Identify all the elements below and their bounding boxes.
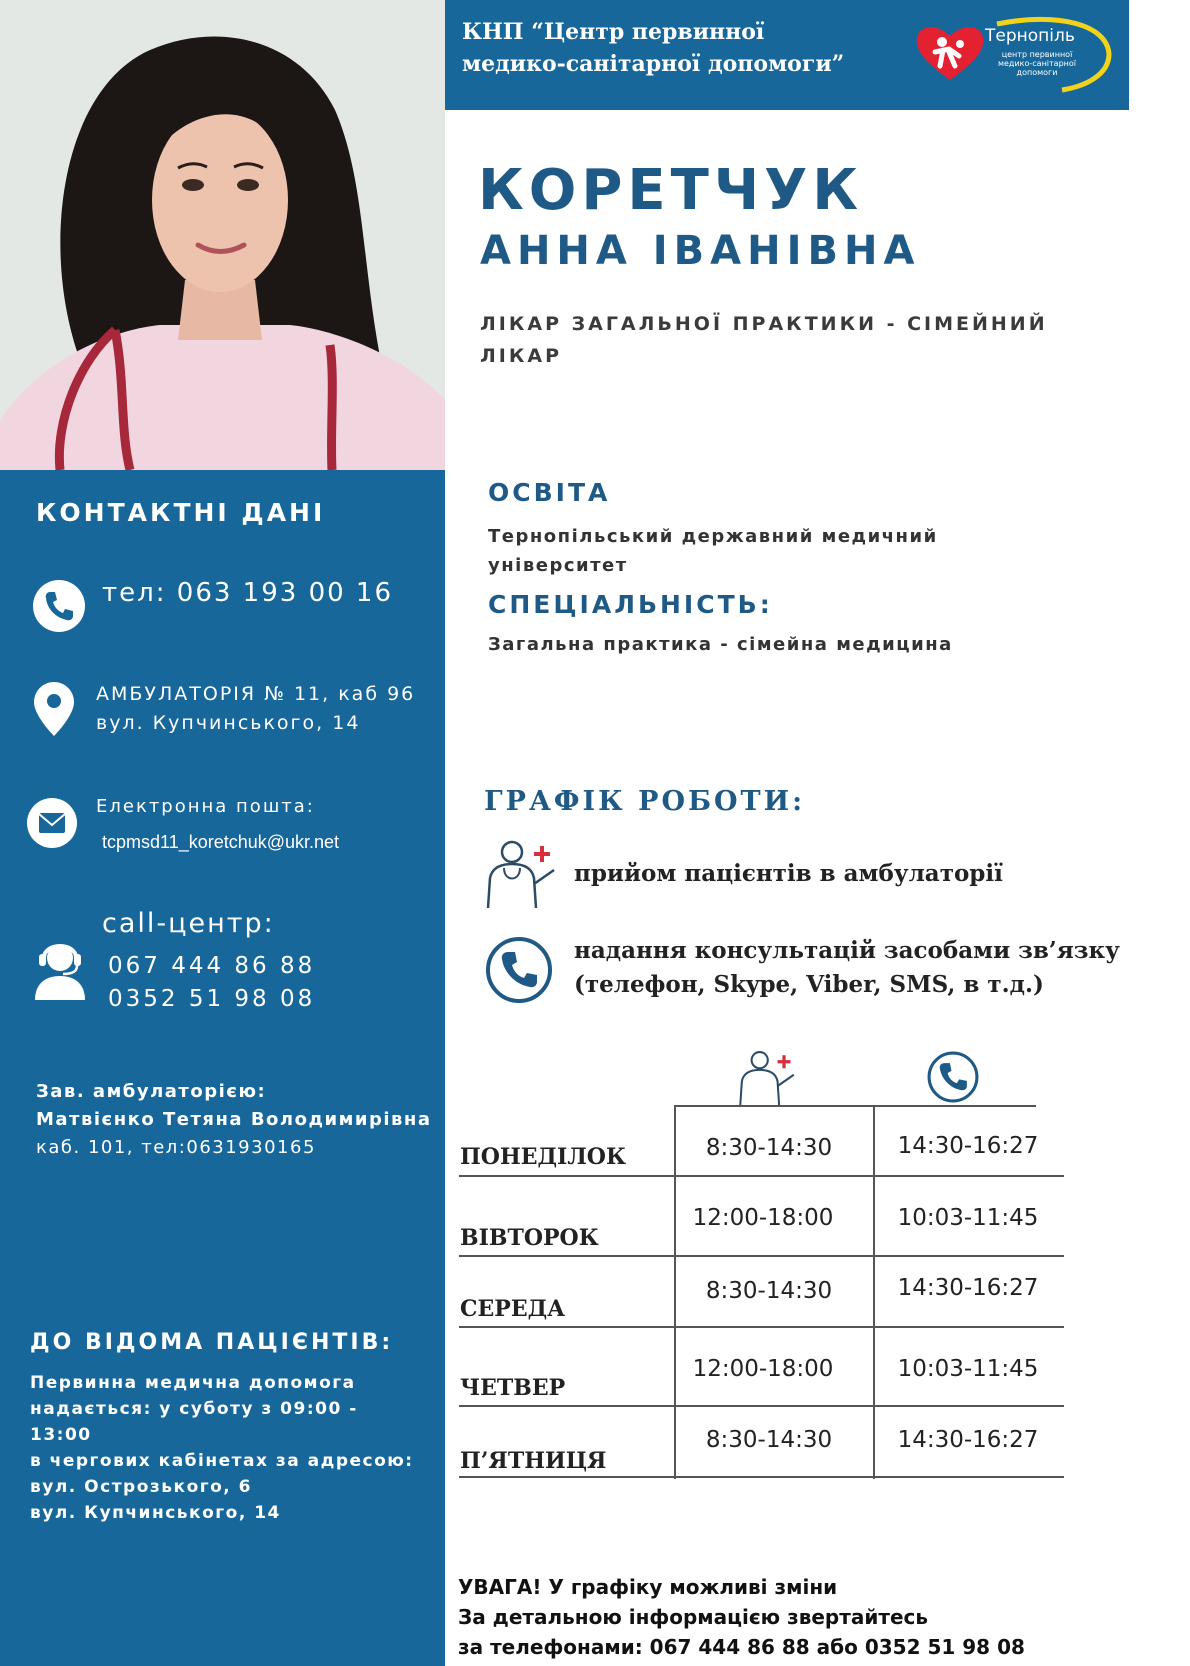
org-title xyxy=(462,16,902,80)
phone-icon xyxy=(33,580,85,632)
legend-consult xyxy=(574,934,1120,1002)
call-center-label: call-центр: xyxy=(102,908,275,939)
mail-icon xyxy=(27,798,77,848)
warning-line1: УВАГА! У графіку можливі зміни xyxy=(458,1575,838,1599)
table-rule xyxy=(459,1476,1064,1478)
schedule-visit-time: 8:30-14:30 xyxy=(705,1278,833,1304)
notice-heading: ДО ВІДОМА ПАЦІЄНТІВ: xyxy=(30,1330,394,1355)
doctor-position xyxy=(480,308,1048,372)
table-rule xyxy=(674,1105,676,1479)
address-line2: вул. Купчинського, 14 xyxy=(96,712,361,734)
phone-number[interactable]: тел: 063 193 00 16 xyxy=(102,578,393,608)
education-heading: ОСВІТА xyxy=(488,478,611,507)
doctor-photo xyxy=(0,0,445,470)
specialty-text: Загальна практика - сімейна медицина xyxy=(488,634,953,655)
org-title-line2: медико-санітарної допомоги” xyxy=(462,51,845,77)
notice-text xyxy=(30,1370,414,1526)
schedule-consult-time: 14:30-16:27 xyxy=(897,1427,1039,1453)
contacts-heading: КОНТАКТНІ ДАНІ xyxy=(36,498,326,527)
org-title-line1: КНП “Центр первинної xyxy=(462,19,765,45)
education-line2: університет xyxy=(488,555,628,576)
logo-sub2: медико-санітарної xyxy=(997,59,1077,68)
logo-sub1: центр первинної xyxy=(1001,50,1073,59)
schedule-day: ЧЕТВЕР xyxy=(460,1375,566,1401)
contacts-sidebar xyxy=(0,470,445,1666)
call-center-number2[interactable]: 0352 51 98 08 xyxy=(108,986,316,1012)
clinic-head-label: Зав. амбулаторією: xyxy=(36,1081,267,1102)
schedule-heading: ГРАФІК РОБОТИ: xyxy=(484,786,806,817)
schedule-consult-time: 10:03-11:45 xyxy=(897,1356,1039,1382)
legend-visit: прийом пацієнтів в амбулаторії xyxy=(574,860,1003,887)
doctor-surname: КОРЕТЧУК xyxy=(478,158,864,223)
specialty-heading: СПЕЦІАЛЬНІСТЬ: xyxy=(488,590,773,619)
clinic-head-contact: каб. 101, тел:0631930165 xyxy=(36,1137,316,1158)
schedule-visit-time: 8:30-14:30 xyxy=(705,1135,833,1161)
notice-line4: в чергових кабінетах за адресою: xyxy=(30,1451,414,1471)
email-address[interactable]: tcpmsd11_koretchuk@ukr.net xyxy=(102,832,340,852)
doctor-name: АННА ІВАНІВНА xyxy=(480,228,921,274)
table-rule xyxy=(873,1105,875,1479)
notice-line3: 13:00 xyxy=(30,1425,92,1445)
table-rule xyxy=(459,1326,1064,1328)
notice-line1: Первинна медична допомога xyxy=(30,1373,356,1393)
education-text xyxy=(488,522,938,580)
schedule-day: П’ЯТНИЦЯ xyxy=(460,1448,607,1474)
schedule-day: СЕРЕДА xyxy=(460,1296,566,1322)
doctor-position-line2: ЛІКАР xyxy=(480,345,563,367)
warning-line3: за телефонами: 067 444 86 88 або 0352 51 98 08 xyxy=(458,1635,1025,1659)
schedule-visit-time: 8:30-14:30 xyxy=(705,1427,833,1453)
schedule-consult-time: 10:03-11:45 xyxy=(897,1205,1039,1231)
table-rule xyxy=(459,1175,1064,1177)
heart-logo-icon xyxy=(915,22,985,84)
notice-line5: вул. Острозького, 6 xyxy=(30,1477,253,1497)
address-line1: АМБУЛАТОРІЯ № 11, каб 96 xyxy=(96,683,416,705)
doctor-position-line1: ЛІКАР ЗАГАЛЬНОЇ ПРАКТИКИ - СІМЕЙНИЙ xyxy=(480,313,1048,335)
table-phone-icon xyxy=(926,1050,980,1104)
address xyxy=(96,680,415,738)
schedule-consult-time: 14:30-16:27 xyxy=(897,1275,1039,1301)
logo-sub3: допомоги xyxy=(1016,68,1058,77)
table-rule xyxy=(674,1105,1036,1107)
warning-line2: За детальною інформацією звертайтесь xyxy=(458,1605,929,1629)
logo-subtitle xyxy=(997,50,1077,77)
schedule-visit-time: 12:00-18:00 xyxy=(692,1356,834,1382)
logo-title: Тернопіль xyxy=(985,26,1075,46)
email-label: Електронна пошта: xyxy=(96,796,315,817)
schedule-visit-time: 12:00-18:00 xyxy=(692,1205,834,1231)
legend-consult-line2: (телефон, Skype, Viber, SMS, в т.д.) xyxy=(574,971,1044,998)
clinic-head-name: Матвієнко Тетяна Володимирівна xyxy=(36,1109,432,1130)
call-center-number1[interactable]: 067 444 86 88 xyxy=(108,953,316,979)
phone-circle-icon xyxy=(484,935,554,1005)
education-line1: Тернопільський державний медичний xyxy=(488,526,938,547)
org-logo xyxy=(915,14,1115,94)
schedule-warning xyxy=(458,1572,1025,1662)
location-pin-icon xyxy=(34,682,74,736)
notice-line2: надається: у суботу з 09:00 - xyxy=(30,1399,358,1419)
notice-line6: вул. Купчинського, 14 xyxy=(30,1503,281,1523)
schedule-consult-time: 14:30-16:27 xyxy=(897,1133,1039,1159)
call-center-numbers xyxy=(108,950,315,1016)
schedule-day: ВІВТОРОК xyxy=(460,1225,599,1251)
legend-consult-line1: надання консультацій засобами зв’язку xyxy=(574,937,1120,964)
doctor-icon xyxy=(484,838,558,910)
headset-operator-icon xyxy=(33,934,87,1000)
schedule-day: ПОНЕДІЛОК xyxy=(460,1144,626,1170)
org-header xyxy=(445,0,1129,110)
table-rule xyxy=(459,1255,1064,1257)
table-rule xyxy=(459,1405,1064,1407)
table-doctor-icon xyxy=(737,1048,797,1108)
clinic-head xyxy=(36,1078,431,1162)
